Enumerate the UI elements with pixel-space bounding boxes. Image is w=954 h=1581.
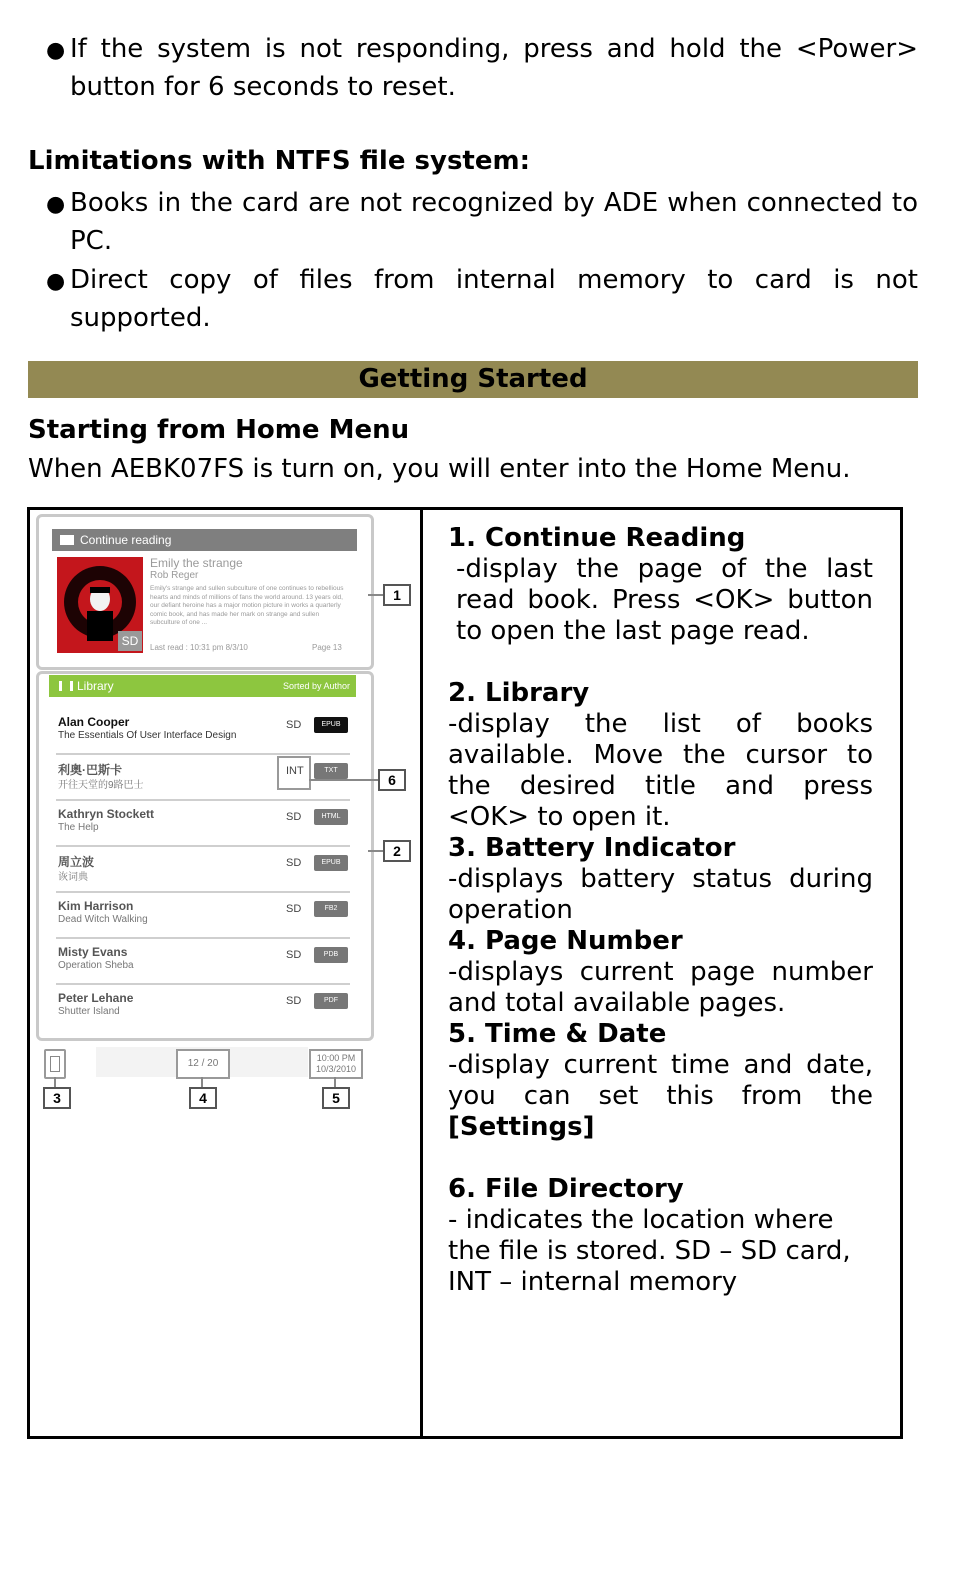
callout-3: 3 bbox=[43, 1087, 71, 1109]
bullet-limit-copy: Direct copy of files from internal memory to card is not supported. bbox=[70, 265, 918, 333]
last-read-time: Last read : 10:31 pm 8/3/10 bbox=[150, 643, 248, 652]
library-row[interactable] bbox=[56, 845, 350, 893]
callout-2: 2 bbox=[383, 840, 411, 862]
library-row[interactable] bbox=[56, 937, 350, 985]
row-format-badge: PDB bbox=[314, 947, 348, 963]
callout-line bbox=[309, 779, 378, 781]
row-location: SD bbox=[286, 995, 302, 1007]
int-highlight-box bbox=[277, 756, 311, 790]
page-number-indicator: 12 / 20 bbox=[176, 1049, 230, 1079]
row-secondary-text: Operation Sheba bbox=[58, 960, 134, 971]
library-label: Library bbox=[77, 679, 114, 693]
desc-library-text: -display the list of books available. Move the cursor to the desired title and press <OK> to open it. bbox=[448, 709, 873, 832]
continue-reading-header bbox=[52, 529, 357, 551]
section-band-getting-started: Getting Started bbox=[28, 361, 918, 398]
row-format-badge: TXT bbox=[314, 763, 348, 779]
settings-reference: [Settings] bbox=[448, 1112, 595, 1142]
row-primary-text: Kim Harrison bbox=[58, 899, 134, 913]
callout-line bbox=[368, 594, 383, 596]
callout-1: 1 bbox=[383, 584, 411, 606]
library-row[interactable] bbox=[56, 799, 350, 847]
battery-indicator bbox=[44, 1049, 66, 1079]
table-divider bbox=[420, 510, 423, 1436]
bullet-dot: ● bbox=[46, 38, 66, 63]
desc-continue-reading-text: -display the page of the last read book. Press <OK> button to open the last page read. bbox=[456, 554, 873, 646]
row-location: SD bbox=[286, 857, 302, 869]
row-primary-text: Peter Lehane bbox=[58, 991, 134, 1005]
book-blurb: Emily's strange and sullen subculture of one continues to rebellious hearts and minds of millions of fans the world around. 13 years old, our defiant heroine has a major motion picture in works a quarterly comic book, and has made her mark on strange and sullen subculture of one ... bbox=[150, 585, 344, 626]
row-format-badge: EPUB bbox=[314, 717, 348, 733]
ntfs-limitations-heading: Limitations with NTFS file system: bbox=[28, 146, 530, 176]
library-row[interactable] bbox=[56, 983, 350, 1031]
book-icon bbox=[60, 535, 74, 545]
row-secondary-text: 开往天堂的9路巴士 bbox=[58, 780, 144, 791]
home-menu-text: When AEBK07FS is turn on, you will enter into the Home Menu. bbox=[28, 454, 851, 484]
desc-file-directory-title: 6. File Directory bbox=[448, 1174, 684, 1204]
callout-6: 6 bbox=[378, 769, 406, 791]
row-secondary-text: The Help bbox=[58, 822, 99, 833]
book-title: Emily the strange bbox=[150, 556, 243, 570]
page-label: Page 13 bbox=[312, 643, 342, 652]
row-secondary-text: Dead Witch Walking bbox=[58, 914, 148, 925]
row-secondary-text: Shutter Island bbox=[58, 1006, 120, 1017]
bullet-dot: ● bbox=[46, 269, 66, 294]
desc-battery-title: 3. Battery Indicator bbox=[448, 833, 736, 863]
description-column bbox=[448, 523, 873, 1298]
callout-5: 5 bbox=[322, 1087, 350, 1109]
sort-label[interactable]: Sorted by Author bbox=[282, 681, 350, 691]
bullet-limit-ade: Books in the card are not recognized by ADE when connected to PC. bbox=[70, 188, 918, 256]
library-row[interactable] bbox=[56, 891, 350, 939]
row-primary-text: Misty Evans bbox=[58, 945, 128, 959]
library-icon bbox=[59, 681, 73, 691]
home-menu-heading: Starting from Home Menu bbox=[28, 415, 410, 445]
continue-reading-label: Continue reading bbox=[80, 533, 172, 547]
row-primary-text: Kathryn Stockett bbox=[58, 807, 155, 821]
date-text: 10/3/2010 bbox=[315, 1064, 357, 1074]
library-header bbox=[49, 675, 356, 697]
row-location: SD bbox=[286, 719, 302, 731]
row-location: INT bbox=[286, 765, 304, 777]
row-format-badge: HTML bbox=[314, 809, 348, 825]
row-format-badge: PDF bbox=[314, 993, 348, 1009]
row-format-badge: EPUB bbox=[314, 855, 348, 871]
battery-icon bbox=[50, 1056, 60, 1072]
desc-continue-reading-title: 1. Continue Reading bbox=[448, 523, 746, 553]
desc-library-title: 2. Library bbox=[448, 678, 590, 708]
row-location: SD bbox=[286, 903, 302, 915]
desc-time-date-title: 5. Time & Date bbox=[448, 1019, 667, 1049]
row-secondary-text: 诙词典 bbox=[58, 872, 88, 883]
bullet-power-reset: If the system is not responding, press and hold the <Power> button for 6 seconds to reset. bbox=[70, 34, 918, 102]
time-text: 10:00 PM bbox=[316, 1053, 356, 1063]
library-row[interactable] bbox=[56, 707, 350, 755]
desc-time-date-text bbox=[448, 1050, 873, 1143]
row-primary-text: Alan Cooper bbox=[58, 715, 130, 729]
book-author: Rob Reger bbox=[150, 570, 199, 581]
desc-page-number-text: -displays current page number and total available pages. bbox=[448, 957, 873, 1018]
desc-battery-text: -displays battery status during operation bbox=[448, 864, 873, 925]
desc-file-directory-text: - indicates the location where the file is stored. SD – SD card, INT – internal memory bbox=[448, 1205, 851, 1297]
desc-page-number-title: 4. Page Number bbox=[448, 926, 683, 956]
cover-location-badge: SD bbox=[118, 631, 142, 651]
row-format-badge: FB2 bbox=[314, 901, 348, 917]
row-primary-text: 周立波 bbox=[58, 855, 95, 869]
row-primary-text: 利奥·巴斯卡 bbox=[58, 763, 122, 777]
row-secondary-text: The Essentials Of User Interface Design bbox=[58, 730, 237, 741]
time-date-indicator bbox=[309, 1049, 363, 1079]
callout-line bbox=[368, 850, 383, 852]
row-location: SD bbox=[286, 949, 302, 961]
desc-time-date-body: -display current time and date, you can set this from the bbox=[448, 1050, 873, 1111]
row-location: SD bbox=[286, 811, 302, 823]
callout-4: 4 bbox=[189, 1087, 217, 1109]
bullet-dot: ● bbox=[46, 192, 66, 217]
